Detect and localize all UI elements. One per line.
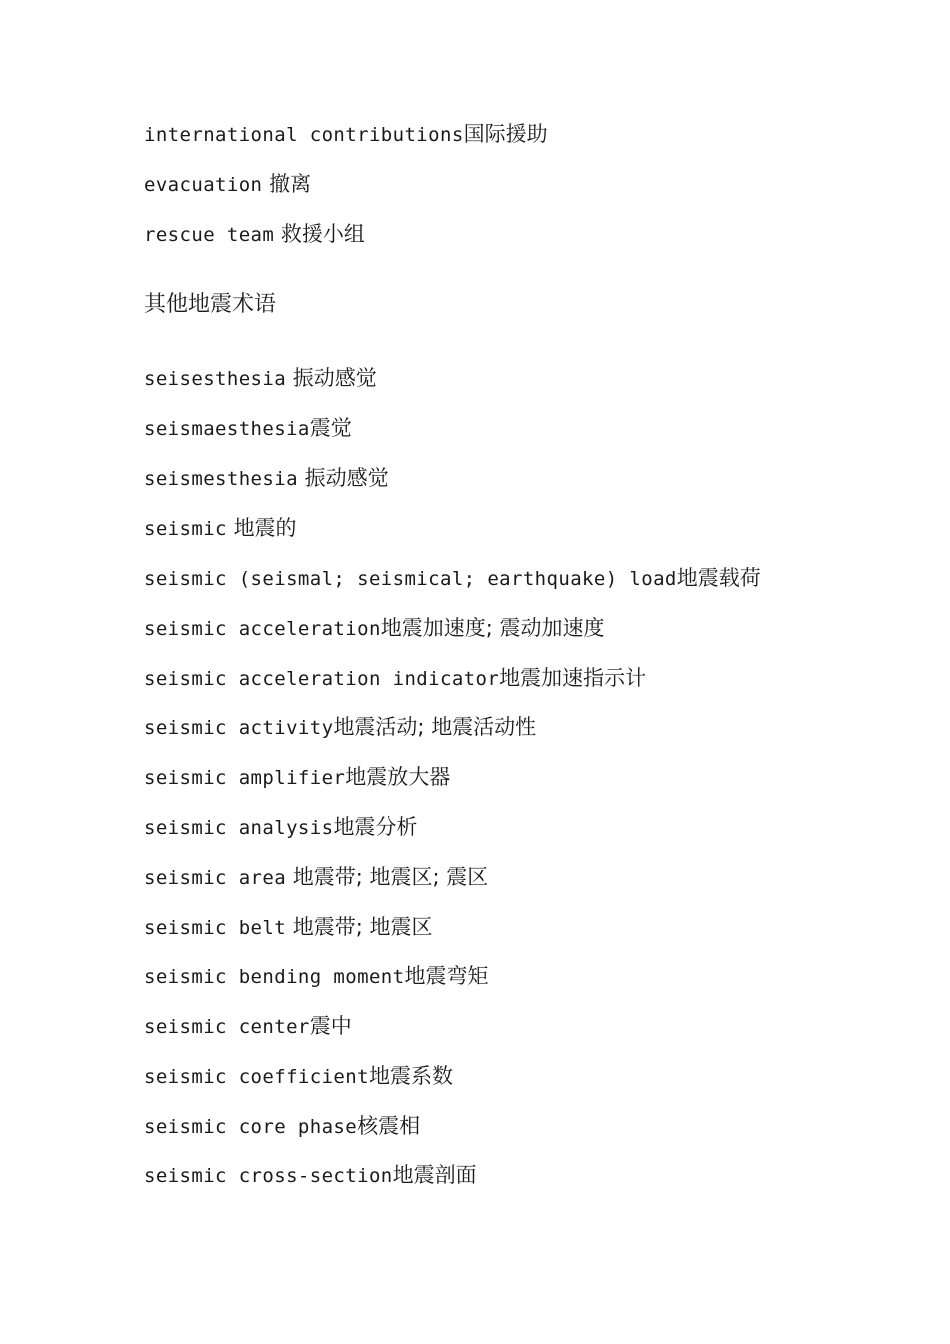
term-chinese: 地震分析 — [333, 815, 418, 839]
term-english: seismic amplifier — [144, 767, 346, 789]
term-english: seisesthesia — [144, 368, 287, 390]
term-chinese: 地震放大器 — [345, 765, 451, 789]
term-chinese: 地震载荷 — [676, 566, 761, 590]
term-english: seismic area — [144, 867, 287, 889]
term-english: seismesthesia — [144, 468, 298, 490]
term-chinese: 地震加速度; 震动加速度 — [380, 616, 605, 640]
term-entry — [144, 665, 646, 692]
term-entry — [144, 1113, 420, 1140]
term-english: evacuation — [144, 174, 263, 196]
term-english: seismic center — [144, 1016, 310, 1038]
term-chinese: 震觉 — [309, 416, 352, 440]
term-english: seismic acceleration indicator — [144, 668, 500, 690]
term-entry — [144, 365, 377, 392]
term-entry — [144, 1013, 352, 1040]
term-chinese: 撤离 — [269, 172, 312, 196]
term-entry — [144, 914, 433, 941]
term-entry — [144, 221, 365, 248]
term-entry — [144, 171, 311, 198]
term-chinese: 国际援助 — [463, 122, 548, 146]
term-english: seismic acceleration — [144, 618, 381, 640]
term-chinese: 地震剖面 — [392, 1163, 477, 1187]
term-chinese: 振动感觉 — [292, 366, 377, 390]
term-english: seismic belt — [144, 917, 287, 939]
term-chinese: 地震带; 地震区; 震区 — [292, 865, 489, 889]
term-entry — [144, 1063, 453, 1090]
term-english: seismic activity — [144, 717, 334, 739]
term-english: seismic coefficient — [144, 1066, 369, 1088]
term-entry — [144, 615, 605, 642]
term-entry — [144, 764, 450, 791]
term-english: seismaesthesia — [144, 418, 310, 440]
term-chinese: 地震的 — [233, 516, 297, 540]
term-english: seismic analysis — [144, 817, 334, 839]
term-english: seismic — [144, 518, 227, 540]
term-entry — [144, 714, 536, 741]
term-entry — [144, 465, 389, 492]
term-entry — [144, 963, 488, 990]
term-english: international contributions — [144, 124, 464, 146]
term-chinese: 救援小组 — [280, 222, 365, 246]
term-entry — [144, 1162, 477, 1189]
term-english: rescue team — [144, 224, 275, 246]
section-heading: 其他地震术语 — [144, 292, 277, 317]
term-english: seismic cross-section — [144, 1165, 393, 1187]
term-chinese: 震中 — [309, 1014, 352, 1038]
term-chinese: 地震活动; 地震活动性 — [333, 715, 537, 739]
term-chinese: 地震带; 地震区 — [292, 915, 433, 939]
term-chinese: 地震系数 — [368, 1064, 453, 1088]
term-entry — [144, 565, 761, 592]
term-english: seismic (seismal; seismical; earthquake) load — [144, 568, 677, 590]
term-entry — [144, 415, 352, 442]
term-entry — [144, 121, 548, 148]
term-entry — [144, 814, 417, 841]
term-chinese: 振动感觉 — [304, 466, 389, 490]
term-entry — [144, 515, 297, 542]
term-english: seismic core phase — [144, 1116, 358, 1138]
term-chinese: 核震相 — [357, 1114, 421, 1138]
term-chinese: 地震加速指示计 — [499, 666, 647, 690]
term-english: seismic bending moment — [144, 966, 405, 988]
term-chinese: 地震弯矩 — [404, 964, 489, 988]
term-entry — [144, 864, 488, 891]
